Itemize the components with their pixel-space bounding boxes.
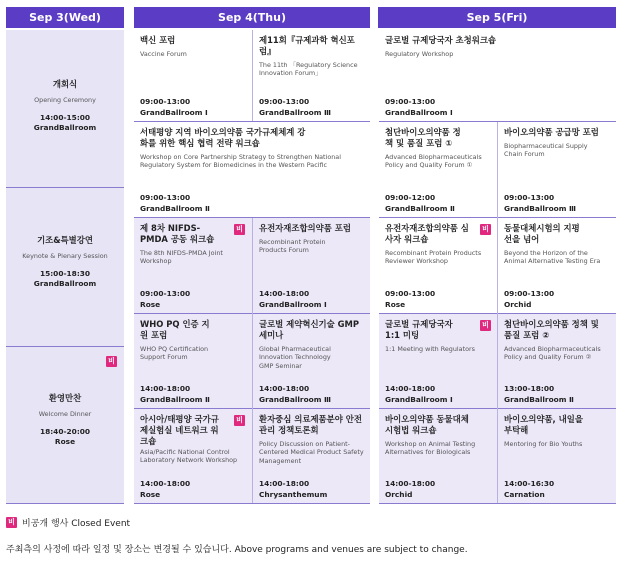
- session-venue: GrandBallroom Ⅰ: [140, 108, 208, 117]
- session-venue: GrandBallroom Ⅰ: [385, 395, 453, 404]
- session-time: 09:00-13:00: [385, 289, 436, 298]
- session-venue: Orchid: [385, 490, 413, 499]
- session-desc: Recombinant Protein Products Reviewer Workshop: [385, 249, 482, 266]
- session-time: 09:00-13:00: [504, 289, 555, 298]
- row-divider: [379, 503, 616, 504]
- session-venue: GrandBallroom: [33, 279, 97, 289]
- session-venue: GrandBallroom Ⅲ: [259, 108, 331, 117]
- session-desc: Keynote & Plenary Session: [22, 252, 108, 260]
- session-title: 글로벌 규제당국자 초청워크숍: [385, 35, 497, 45]
- session-venue: Rose: [140, 300, 161, 309]
- session-desc: The 8th NIFDS-PMDA Joint Workshop: [140, 249, 223, 266]
- day-header-sep3: Sep 3(Wed): [6, 7, 124, 28]
- session-title: 서태평양 지역 바이오의약품 국가규제체계 강화를 위한 핵심 협력 전략 워크숍: [140, 127, 306, 148]
- session-desc: Recombinant Protein Products Forum: [259, 238, 326, 255]
- session-venue: GrandBallroom: [33, 123, 97, 133]
- session-desc: Mentoring for Bio Youths: [504, 440, 583, 448]
- patient-centered-policy-cell: [253, 409, 370, 503]
- divider: [6, 346, 124, 347]
- session-time: 09:00-13:00: [140, 289, 191, 298]
- session-title: 바이오의약품 동물대체시험법 워크숍: [385, 414, 469, 435]
- session-title: WHO PQ 인증 지원 포럼: [140, 319, 210, 340]
- session-venue: Rose: [385, 300, 406, 309]
- advanced-bio-forum-2-cell: [498, 314, 616, 408]
- change-notice: 주최측의 사정에 따라 일정 및 장소는 변경될 수 있습니다. Above programs and venues are subject to change.: [6, 545, 468, 555]
- session-desc: Welcome Dinner: [38, 410, 92, 418]
- recombinant-forum-cell: [253, 218, 370, 313]
- day-header-sep4: Sep 4(Thu): [134, 7, 370, 28]
- session-time: 18:40-20:00: [39, 427, 91, 437]
- day1-column: [6, 30, 124, 503]
- session-desc: Regulatory Workshop: [385, 50, 454, 58]
- session-desc: Biopharmaceutical Supply Chain Forum: [504, 142, 588, 159]
- session-desc: Beyond the Horizon of the Animal Alternative Testing Era: [504, 249, 601, 266]
- session-desc: Asia/Pacific National Control Laboratory Network Workshop: [140, 448, 238, 465]
- col-divider: [252, 218, 253, 503]
- session-title: 유전자재조합의약품 포럼: [259, 223, 351, 233]
- session-time: 14:00-15:00: [39, 113, 91, 123]
- session-title: 동물대체시험의 지평선을 넘어: [504, 223, 580, 244]
- session-time: 09:00-13:00: [140, 193, 191, 202]
- session-time: 14:00-18:00: [259, 289, 310, 298]
- session-time: 13:00-18:00: [504, 384, 555, 393]
- session-desc: Advanced Biopharmaceuticals Policy and Quality Forum ②: [504, 345, 601, 362]
- welcome-dinner-block: [6, 392, 124, 446]
- advanced-bio-forum-1-cell: [379, 122, 497, 217]
- session-title: 글로벌 규제당국자 1:1 미팅: [385, 319, 453, 340]
- session-title: 아시아/태평양 국가규제실험실 네트워크 워크숍: [140, 414, 219, 446]
- regulatory-science-forum-cell: [253, 30, 370, 121]
- session-desc: Policy Discussion on Patient-Centered Medical Product Safety Management: [259, 440, 364, 465]
- nifds-pmda-workshop-cell: [134, 218, 252, 313]
- session-venue: GrandBallroom Ⅱ: [140, 204, 210, 213]
- gmp-seminar-cell: [253, 314, 370, 408]
- session-venue: Carnation: [504, 490, 545, 499]
- session-time: 14:00-18:00: [385, 384, 436, 393]
- day-header-sep5: Sep 5(Fri): [378, 7, 616, 28]
- session-time: 14:00-16:30: [504, 479, 555, 488]
- vaccine-forum-cell: [134, 30, 252, 121]
- session-title: 첨단바이오의약품 정책 및 품질 포럼 ①: [385, 127, 461, 148]
- col-divider: [252, 30, 253, 121]
- session-title: 유전자재조합의약품 심사자 워크숍: [385, 223, 469, 244]
- animal-alternative-era-cell: [498, 218, 616, 313]
- row-divider: [134, 503, 370, 504]
- session-title: 첨단바이오의약품 정책 및 품질 포럼 ②: [504, 319, 599, 340]
- western-pacific-workshop-cell: [134, 122, 370, 217]
- session-title: 글로벌 제약혁신기술 GMP 세미나: [259, 319, 359, 340]
- closed-event-badge: 비: [234, 415, 245, 426]
- session-desc: Vaccine Forum: [140, 50, 187, 58]
- session-title: 개회식: [52, 79, 78, 89]
- who-pq-forum-cell: [134, 314, 252, 408]
- opening-ceremony-block: [6, 78, 124, 132]
- session-venue: Rose: [54, 437, 76, 447]
- session-time: 14:00-18:00: [259, 384, 310, 393]
- session-venue: GrandBallroom Ⅰ: [385, 108, 453, 117]
- closed-event-badge: 비: [234, 224, 245, 235]
- bio-youth-mentoring-cell: [498, 409, 616, 503]
- session-title: 제 8차 NIFDS-PMDA 공동 워크숍: [140, 223, 215, 244]
- keynote-block: [6, 234, 124, 288]
- session-desc: Workshop on Core Partnership Strategy to Strengthen National Regulatory System for Biomedicines in the Western Pacific: [140, 153, 341, 170]
- session-title: 제11회『규제과학 혁신포럼』: [259, 35, 355, 56]
- session-venue: GrandBallroom Ⅲ: [504, 204, 576, 213]
- closed-event-badge: 비: [480, 320, 491, 331]
- row-divider: [6, 503, 124, 504]
- legend: [6, 516, 130, 529]
- session-desc: The 11th 「Regulatory Science Innovation Forum」: [259, 61, 358, 78]
- session-time: 14:00-18:00: [140, 479, 191, 488]
- session-desc: WHO PQ Certification Support Forum: [140, 345, 209, 362]
- asia-pacific-lab-workshop-cell: [134, 409, 252, 503]
- supply-chain-forum-cell: [498, 122, 616, 217]
- session-time: 15:00-18:30: [39, 269, 91, 279]
- session-venue: GrandBallroom Ⅱ: [385, 204, 455, 213]
- regulator-meeting-cell: [379, 314, 497, 408]
- session-venue: Orchid: [504, 300, 532, 309]
- regulatory-workshop-cell: [379, 30, 616, 121]
- session-title: 기조&특별강연: [37, 235, 93, 245]
- session-time: 14:00-18:00: [140, 384, 191, 393]
- session-time: 09:00-12:00: [385, 193, 436, 202]
- session-title: 환자중심 의료제품분야 안전관리 정책토론회: [259, 414, 362, 435]
- session-title: 바이오의약품, 내일을 부탁해: [504, 414, 583, 435]
- session-time: 14:00-18:00: [259, 479, 310, 488]
- closed-event-badge: 비: [6, 517, 17, 528]
- session-desc: Opening Ceremony: [34, 96, 96, 104]
- session-venue: GrandBallroom Ⅱ: [140, 395, 210, 404]
- session-title: 바이오의약품 공급망 포럼: [504, 127, 599, 137]
- session-title: 환영만찬: [48, 393, 82, 403]
- session-venue: GrandBallroom Ⅱ: [504, 395, 574, 404]
- session-time: 14:00-18:00: [385, 479, 436, 488]
- closed-event-badge: 비: [480, 224, 491, 235]
- session-title: 백신 포럼: [140, 35, 176, 45]
- session-desc: Advanced Biopharmaceuticals Policy and Quality Forum ①: [385, 153, 482, 170]
- session-time: 09:00-13:00: [385, 97, 436, 106]
- session-desc: Workshop on Animal Testing Alternatives for Biologicals: [385, 440, 476, 457]
- closed-event-badge: 비: [106, 356, 117, 367]
- session-time: 09:00-13:00: [140, 97, 191, 106]
- session-venue: Chrysanthemum: [259, 490, 328, 499]
- col-divider: [497, 122, 498, 503]
- legend-label: 비공개 행사 Closed Event: [22, 519, 131, 529]
- recombinant-reviewer-workshop-cell: [379, 218, 497, 313]
- session-desc: 1:1 Meeting with Regulators: [385, 345, 475, 353]
- session-venue: Rose: [140, 490, 161, 499]
- session-desc: Global Pharmaceutical Innovation Technology GMP Seminar: [259, 345, 331, 370]
- divider: [6, 187, 124, 188]
- session-time: 09:00-13:00: [504, 193, 555, 202]
- session-venue: GrandBallroom Ⅲ: [259, 395, 331, 404]
- animal-testing-alternatives-cell: [379, 409, 497, 503]
- session-venue: GrandBallroom Ⅰ: [259, 300, 327, 309]
- session-time: 09:00-13:00: [259, 97, 310, 106]
- row-divider: [134, 121, 370, 122]
